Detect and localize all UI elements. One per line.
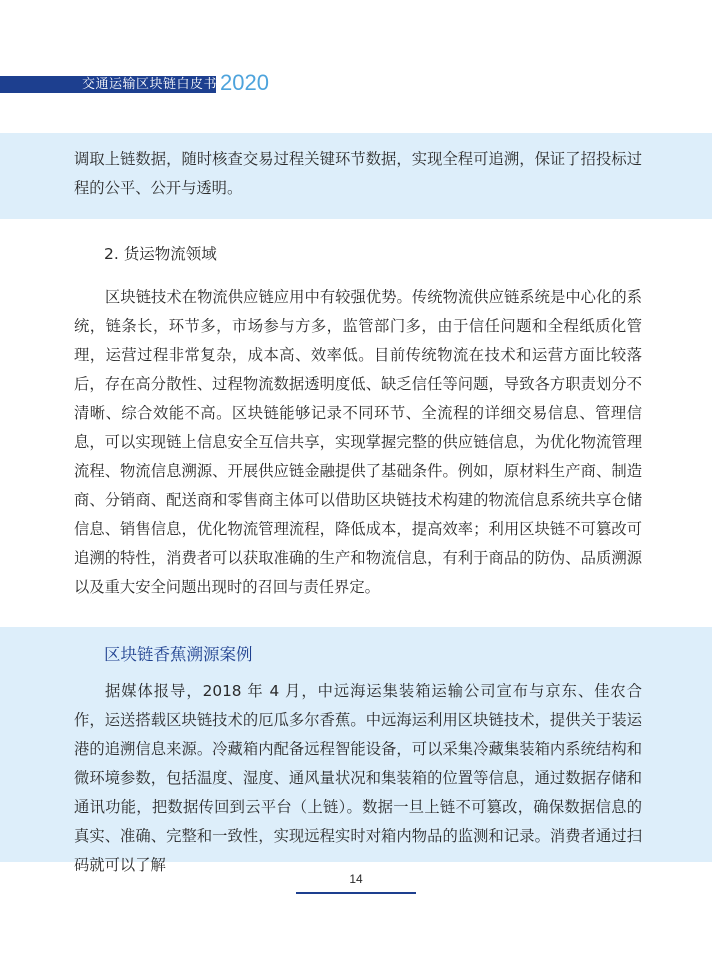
header-title: 交通运输区块链白皮书 bbox=[82, 77, 218, 92]
case-study-title: 区块链香蕉溯源案例 bbox=[104, 645, 253, 664]
section-heading: 2. 货运物流领域 bbox=[104, 245, 217, 263]
case-study-body: 据媒体报导，2018 年 4 月，中远海运集装箱运输公司宣布与京东、佳农合作，运送搭载区块链技术的厄瓜多尔香蕉。中远海运利用区块链技术，提供关于装运港的追溯信息来源。冷藏箱内配备远程智能设备，可以采集冷藏集装箱内系统结构和微环境参数，包括温度、湿度、通风量状况和集装箱的位置等信息，通过数据存储和通讯功能，把数据传回到云平台（上链）。数据一旦上链不可篡改，确保数据信息的真实、准确、完整和一致性，实现远程实时对箱内物品的监测和记录。消费者通过扫码就可以了解 bbox=[74, 682, 642, 874]
section-body: 区块链技术在物流供应链应用中有较强优势。传统物流供应链系统是中心化的系统，链条长，环节多，市场参与方多，监管部门多，由于信任问题和全程纸质化管理，运营过程非常复杂，成本高、效率低。目前传统物流在技术和运营方面比较落后，存在高分散性、过程物流数据透明度低、缺乏信任等问题，导致各方职责划分不清晰、综合效能不高。区块链能够记录不同环节、全流程的详细交易信息、管理信息，可以实现链上信息安全互信共享，实现掌握完整的供应链信息，为优化物流管理流程、物流信息溯源、开展供应链金融提供了基础条件。例如，原材料生产商、制造商、分销商、配送商和零售商主体可以借助区块链技术构建的物流信息系统共享仓储信息、销售信息，优化物流管理流程，降低成本，提高效率；利用区块链不可篡改可追溯的特性，消费者可以获取准确的生产和物流信息，有利于商品的防伪、品质溯源以及重大安全问题出现时的召回与责任界定。 bbox=[74, 288, 642, 596]
continuation-paragraph: 调取上链数据，随时核查交易过程关键环节数据，实现全程可追溯，保证了招投标过程的公平、公开与透明。 bbox=[74, 150, 642, 197]
header-year: 2020 bbox=[220, 70, 269, 95]
page-number-rule bbox=[296, 892, 416, 894]
page-number: 14 bbox=[349, 872, 363, 886]
